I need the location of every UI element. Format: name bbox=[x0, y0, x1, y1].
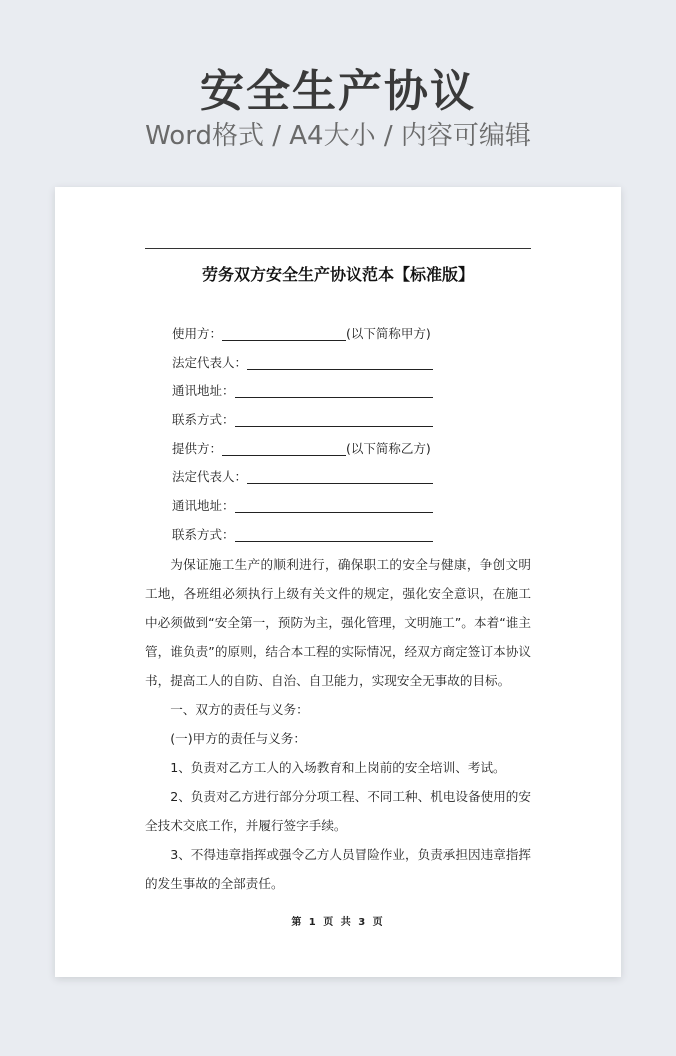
fill-blank bbox=[247, 355, 433, 370]
party-line-provider-contact bbox=[172, 523, 552, 552]
party-line-user-address bbox=[172, 379, 552, 408]
party-suffix: (以下简称乙方) bbox=[346, 440, 431, 456]
party-label: 通讯地址： bbox=[172, 383, 235, 399]
subsection-heading: (一)甲方的责任与义务： bbox=[170, 731, 306, 746]
party-label: 联系方式： bbox=[172, 526, 235, 542]
document-title: 劳务双方安全生产协议范本【标准版】 bbox=[201, 265, 474, 284]
clause-2: 2、负责对乙方进行部分分项工程、不同工种、机电设备使用的安全技术交底工作，并履行签字手续。 bbox=[145, 789, 531, 833]
header-rule bbox=[145, 248, 531, 249]
banner-subtitle: Word格式 / A4大小 / 内容可编辑 bbox=[145, 121, 531, 151]
party-info-list bbox=[172, 322, 552, 552]
party-line-provider bbox=[172, 437, 552, 466]
fill-blank bbox=[235, 498, 433, 513]
page-number: 第 1 页 共 3 页 bbox=[291, 917, 385, 928]
party-label: 法定代表人： bbox=[172, 469, 248, 485]
fill-blank bbox=[222, 326, 346, 341]
document-page bbox=[55, 187, 621, 977]
party-line-provider-rep bbox=[172, 465, 552, 494]
clause-1: 1、负责对乙方工人的入场教育和上岗前的安全培训、考试。 bbox=[170, 760, 506, 775]
party-line-user bbox=[172, 322, 552, 351]
party-line-provider-address bbox=[172, 494, 552, 523]
party-suffix: (以下简称甲方) bbox=[346, 326, 431, 341]
section-heading: 一、双方的责任与义务： bbox=[170, 702, 309, 717]
document-body bbox=[145, 550, 531, 898]
party-label: 通讯地址： bbox=[172, 498, 235, 514]
party-label: 提供方： bbox=[172, 440, 223, 456]
fill-blank bbox=[247, 469, 433, 484]
fill-blank bbox=[222, 441, 346, 456]
banner-title: 安全生产协议 bbox=[200, 66, 476, 117]
party-label: 联系方式： bbox=[172, 412, 235, 428]
fill-blank bbox=[235, 527, 433, 542]
party-line-user-rep bbox=[172, 351, 552, 380]
party-label: 使用方： bbox=[172, 326, 223, 341]
party-label: 法定代表人： bbox=[172, 354, 248, 370]
fill-blank bbox=[235, 412, 433, 427]
fill-blank bbox=[235, 383, 433, 398]
party-line-user-contact bbox=[172, 408, 552, 437]
intro-paragraph: 为保证施工生产的顺利进行，确保职工的安全与健康，争创文明工地，各班组必须执行上级有关文件的规定，强化安全意识，在施工中必须做到“安全第一，预防为主，强化管理，文明施工”。本着“谁主管，谁负责”的原则，结合本工程的实际情况，经双方商定签订本协议书，提高工人的自防、自治、自卫能力，实现安全无事故的目标。 bbox=[145, 557, 531, 688]
clause-3: 3、不得违章指挥或强令乙方人员冒险作业，负责承担因违章指挥的发生事故的全部责任。 bbox=[145, 847, 531, 891]
